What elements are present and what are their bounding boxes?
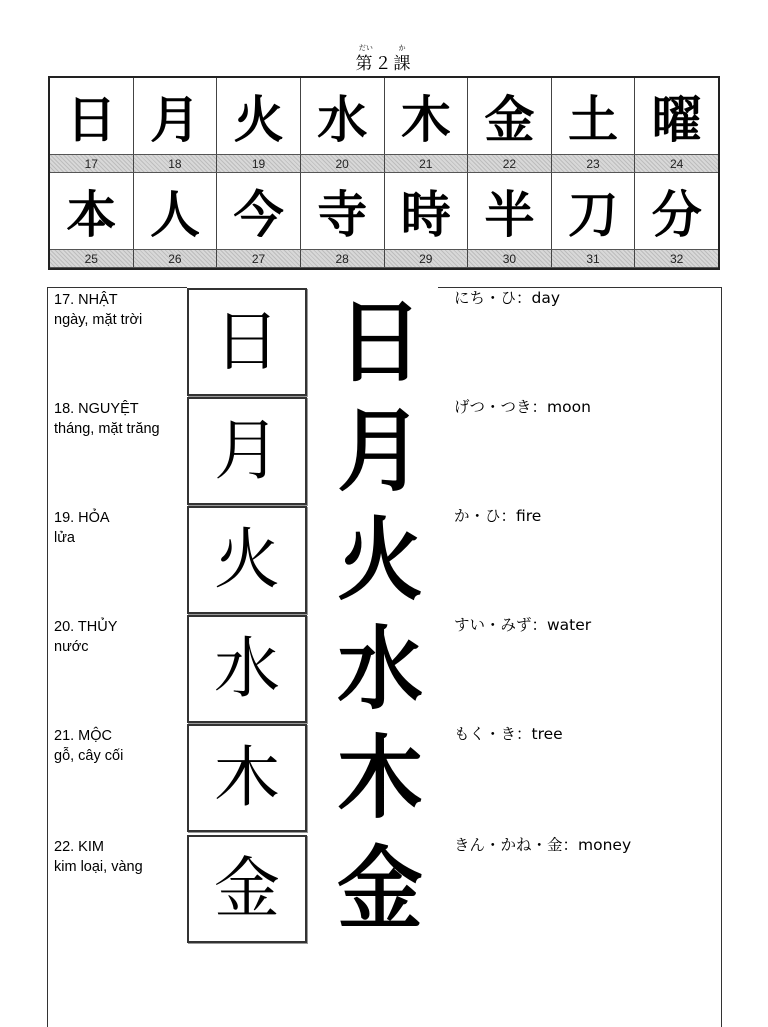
grid-num-cell [552, 250, 636, 267]
grid-number: 21 [419, 156, 433, 171]
grid-cell [635, 78, 718, 154]
kanji-print-box [187, 724, 307, 832]
grid-number: 32 [670, 251, 684, 266]
kanji-print: 金 [214, 850, 280, 927]
grid-num-cell [468, 250, 552, 267]
grid-row-1-numbers [50, 154, 718, 173]
grid-row-2-numbers [50, 249, 718, 268]
ruby-dai: だい [358, 44, 373, 52]
kanji-print-box [187, 835, 307, 943]
entry-reading: にち・ひ：day [454, 289, 561, 307]
grid-num-cell [385, 155, 469, 172]
entry-vietnamese-meaning: tháng, mặt trăng [54, 421, 160, 437]
grid-number: 23 [586, 156, 600, 171]
grid-number: 22 [502, 156, 517, 171]
entry-title: 17. NHẬT [54, 292, 118, 308]
grid-kanji: 人 [149, 186, 200, 244]
grid-num-cell [468, 155, 552, 172]
grid-number: 24 [670, 156, 684, 171]
grid-cell [134, 78, 218, 154]
grid-kanji: 半 [484, 186, 535, 244]
kanji-print-box [187, 397, 307, 505]
kanji-brush: 木 [337, 725, 423, 831]
kanji-brush: 水 [337, 616, 423, 722]
grid-kanji: 本 [66, 186, 117, 244]
kanji-print: 木 [214, 739, 280, 816]
grid-kanji: 時 [400, 186, 451, 244]
entry-label [54, 837, 182, 877]
ruby-ka: か [398, 44, 406, 52]
grid-number: 29 [419, 251, 433, 266]
grid-kanji: 今 [233, 186, 284, 244]
entry-label [54, 508, 182, 548]
grid-cell [552, 173, 636, 249]
kanji-print: 月 [214, 412, 280, 489]
entry-label [54, 399, 182, 439]
kanji-brush: 月 [337, 398, 423, 504]
kanji-overview-grid [48, 76, 720, 270]
kanji-entry [0, 724, 768, 834]
kanji-brush-box [322, 397, 438, 505]
entry-title: 21. MỘC [54, 728, 113, 744]
kanji-brush-box [322, 615, 438, 723]
entry-vietnamese-meaning: nước [54, 639, 89, 655]
grid-cell [217, 78, 301, 154]
entry-vietnamese-meaning: gỗ, cây cối [54, 748, 124, 764]
kanji-brush-box [322, 835, 438, 943]
grid-cell [134, 173, 218, 249]
title-ruby [0, 42, 768, 54]
kanji-print: 火 [214, 521, 280, 598]
grid-number: 26 [168, 251, 182, 266]
kanji-print-box [187, 288, 307, 396]
entry-title: 20. THỦY [54, 619, 118, 635]
kanji-print: 水 [214, 630, 280, 707]
lesson-title: 第２課 [355, 54, 413, 74]
kanji-brush-box [322, 724, 438, 832]
grid-number: 25 [84, 251, 98, 266]
entry-label [54, 726, 182, 766]
kanji-brush-box [322, 288, 438, 396]
grid-kanji: 曜 [651, 91, 702, 149]
kanji-entry [0, 615, 768, 725]
grid-row-1-chars [50, 78, 718, 154]
grid-kanji: 金 [484, 91, 535, 149]
grid-cell [635, 173, 718, 249]
grid-number: 19 [251, 156, 266, 171]
grid-num-cell [217, 250, 301, 267]
grid-number: 18 [168, 156, 182, 171]
kanji-brush: 火 [337, 507, 423, 613]
grid-kanji: 日 [66, 91, 117, 149]
grid-cell [468, 78, 552, 154]
kanji-entry [0, 397, 768, 507]
grid-cell [50, 78, 134, 154]
grid-cell [217, 173, 301, 249]
grid-kanji: 水 [317, 91, 368, 149]
kanji-brush: 日 [337, 289, 423, 395]
grid-num-cell [50, 250, 134, 267]
grid-num-cell [301, 250, 385, 267]
grid-number: 28 [335, 251, 349, 266]
grid-num-cell [50, 155, 134, 172]
grid-num-cell [217, 155, 301, 172]
grid-number: 30 [502, 251, 517, 266]
entry-title: 19. HỎA [54, 510, 110, 526]
entry-reading: か・ひ：fire [454, 507, 542, 525]
grid-num-cell [301, 155, 385, 172]
lesson-header [0, 42, 768, 74]
kanji-entry [0, 288, 768, 398]
grid-num-cell [552, 155, 636, 172]
grid-number: 17 [84, 156, 98, 171]
kanji-entry [0, 506, 768, 616]
grid-num-cell [134, 250, 218, 267]
grid-kanji: 刀 [568, 186, 619, 244]
grid-number: 27 [251, 251, 266, 266]
grid-row-2-chars [50, 173, 718, 249]
kanji-brush-box [322, 506, 438, 614]
entry-reading: げつ・つき：moon [454, 398, 591, 416]
grid-cell [385, 78, 469, 154]
entry-vietnamese-meaning: lửa [54, 530, 75, 546]
entry-title: 22. KIM [54, 839, 104, 855]
entry-label [54, 290, 182, 330]
grid-kanji: 月 [149, 91, 200, 149]
entry-label [54, 617, 182, 657]
grid-cell [50, 173, 134, 249]
kanji-print-box [187, 615, 307, 723]
entry-reading: すい・みず：water [454, 616, 592, 634]
grid-number: 20 [335, 156, 349, 171]
grid-kanji: 寺 [317, 186, 368, 244]
kanji-entry [0, 835, 768, 945]
kanji-print: 日 [214, 303, 280, 380]
grid-cell [552, 78, 636, 154]
kanji-print-box [187, 506, 307, 614]
entry-title: 18. NGUYỆT [54, 401, 139, 417]
entry-vietnamese-meaning: ngày, mặt trời [54, 312, 143, 328]
grid-number: 31 [586, 251, 600, 266]
grid-cell [468, 173, 552, 249]
grid-kanji: 土 [568, 91, 619, 149]
grid-num-cell [635, 250, 718, 267]
grid-cell [301, 173, 385, 249]
entry-reading: もく・き：tree [454, 725, 563, 743]
grid-kanji: 火 [233, 91, 284, 149]
kanji-brush: 金 [337, 836, 423, 942]
grid-num-cell [385, 250, 469, 267]
grid-kanji: 分 [651, 186, 702, 244]
entry-reading: きん・かね・金：money [454, 836, 632, 854]
grid-cell [301, 78, 385, 154]
grid-num-cell [134, 155, 218, 172]
grid-num-cell [635, 155, 718, 172]
grid-kanji: 木 [400, 91, 451, 149]
entry-vietnamese-meaning: kim loại, vàng [54, 859, 143, 875]
grid-cell [385, 173, 469, 249]
